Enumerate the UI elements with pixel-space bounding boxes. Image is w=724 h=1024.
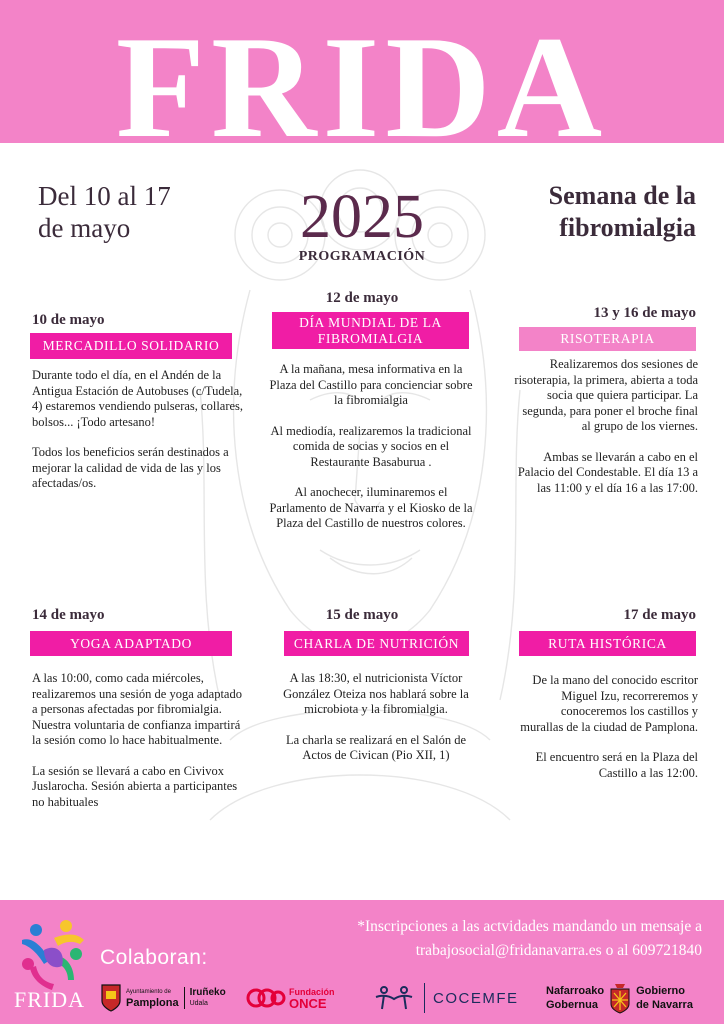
event-desc-5-p2: La charla se realizará en el Salón de Actos de Civican (Pio XII, 1) <box>285 732 467 762</box>
event-day-1: 10 de mayo <box>32 312 105 328</box>
event-desc-6 <box>518 673 698 796</box>
registration-note-line1: *Inscripciones a las actvidades mandando un mensaje a <box>357 918 702 935</box>
event-badge-6: RUTA HISTÓRICA <box>519 631 696 656</box>
page-title: FRIDA <box>115 6 609 143</box>
event-badge-2: DÍA MUNDIAL DE LA FIBROMIALGIA <box>272 312 469 349</box>
program-label: PROGRAMACIÓN <box>298 249 426 264</box>
registration-note-line2: trabajosocial@fridanavarra.es o al 609721840 <box>415 942 702 959</box>
event-desc-3 <box>512 357 698 511</box>
event-day-4: 14 de mayo <box>32 607 105 623</box>
event-badge-5: CHARLA DE NUTRICIÓN <box>284 631 469 656</box>
navarra-coat-of-arms-icon <box>609 982 631 1014</box>
event-desc-3-p2: Ambas se llevarán a cabo en el Palacio del Condestable. El día 13 a las 11:00 y el día 16 a las 17:00. <box>517 449 698 495</box>
event-desc-2 <box>266 362 476 547</box>
pamplona-text: Pamplona <box>126 997 179 1009</box>
cocemfe-text: COCEMFE <box>433 989 519 1007</box>
collaborators-label: Colaboran: <box>100 946 208 969</box>
fundacion-text: Fundación <box>289 987 335 997</box>
event-dates-line2: de mayo <box>38 213 131 243</box>
event-desc-1-p2: Todos los beneficios serán destinados a mejorar la calidad de vida de las y los afectadas/os. <box>32 445 229 490</box>
event-desc-6-p1: De la mano del conocido escritor Miguel Izu, recorreremos y conoceremos los castillos y murallas de la ciudad de Pamplona. <box>520 673 698 734</box>
once-rings-icon <box>246 986 286 1010</box>
week-title-line1: Semana de la <box>548 181 696 210</box>
event-desc-5 <box>278 671 474 779</box>
event-day-5: 15 de mayo <box>325 607 399 623</box>
event-desc-4-p2: La sesión se llevará a cabo en Civivox Juslarocha. Sesión abierta a participantes no habituales <box>32 763 238 809</box>
sponsor-pamplona <box>100 978 232 1018</box>
event-desc-6-p2: El encuentro será en la Plaza del Castillo a las 12:00. <box>535 750 698 780</box>
event-day-6: 17 de mayo <box>623 607 696 623</box>
event-badge-4: YOGA ADAPTADO <box>30 631 232 656</box>
event-desc-4-p1: A las 10:00, como cada miércoles, realizaremos una sesión de yoga adaptado a personas afectadas por fibromialgia. Nuestra voluntaria de confianza impartirá la sesión como lo hace habitualmente. <box>32 671 242 747</box>
event-badge-3: RISOTERAPIA <box>519 327 696 351</box>
frida-logo-text: FRIDA <box>14 987 86 1012</box>
pamplona-shield-icon <box>100 983 122 1013</box>
event-dates-line1: Del 10 al 17 <box>38 181 171 211</box>
event-day-3: 13 y 16 de mayo <box>593 305 696 321</box>
event-desc-2-p3: Al anochecer, iluminaremos el Parlamento de Navarra y el Kiosko de la Plaza del Castillo de nuestros colores. <box>269 485 473 530</box>
udala-text: Udala <box>189 1000 208 1007</box>
event-desc-2-p2: Al mediodía, realizaremos la tradicional comida de socias y socios en el Restaurante Basaburua . <box>270 423 472 469</box>
week-title <box>549 180 696 244</box>
event-desc-1 <box>32 368 250 507</box>
cocemfe-figures-icon <box>372 983 416 1013</box>
gobernua-text: Gobernua <box>546 999 598 1011</box>
sponsor-cocemfe <box>372 978 532 1018</box>
event-desc-1-p1: Durante todo el día, en el Andén de la Antigua Estación de Autobuses (c/Tudela, 4) estaremos vendiendo pulseras, collares, bolsos... ¡Todo artesano! <box>32 368 244 429</box>
event-desc-4 <box>32 671 244 825</box>
sponsor-gobierno-navarra <box>546 978 718 1018</box>
year-heading: 2025 <box>300 183 424 251</box>
gobierno-text: Gobierno <box>636 985 685 997</box>
event-desc-3-p1: Realizaremos dos sesiones de risoterapia, la primera, abierta a toda socia que quiera participar. La segunda, para poner el broche final al grupo de los viernes. <box>514 357 698 433</box>
week-title-line2: fibromialgia <box>559 213 696 242</box>
de-navarra-text: de Navarra <box>636 999 693 1011</box>
irunea-text: Iruñeko <box>189 987 226 998</box>
event-desc-5-p1: A las 18:30, el nutricionista Víctor González Oteiza nos hablará sobre la microbiota y la fibromialgia. <box>283 671 469 716</box>
header-banner <box>0 0 724 143</box>
nafarroako-text: Nafarroako <box>546 985 605 997</box>
once-text: ONCE <box>289 996 327 1011</box>
event-day-2: 12 de mayo <box>325 290 399 306</box>
pamplona-small-text: Ayuntamiento de <box>126 989 171 995</box>
registration-note <box>357 915 702 963</box>
sponsor-fundacion-once <box>246 978 356 1018</box>
event-badge-1: MERCADILLO SOLIDARIO <box>30 333 232 359</box>
event-desc-2-p1: A la mañana, mesa informativa en la Plaza del Castillo para concienciar sobre la fibromialgia <box>269 362 473 407</box>
